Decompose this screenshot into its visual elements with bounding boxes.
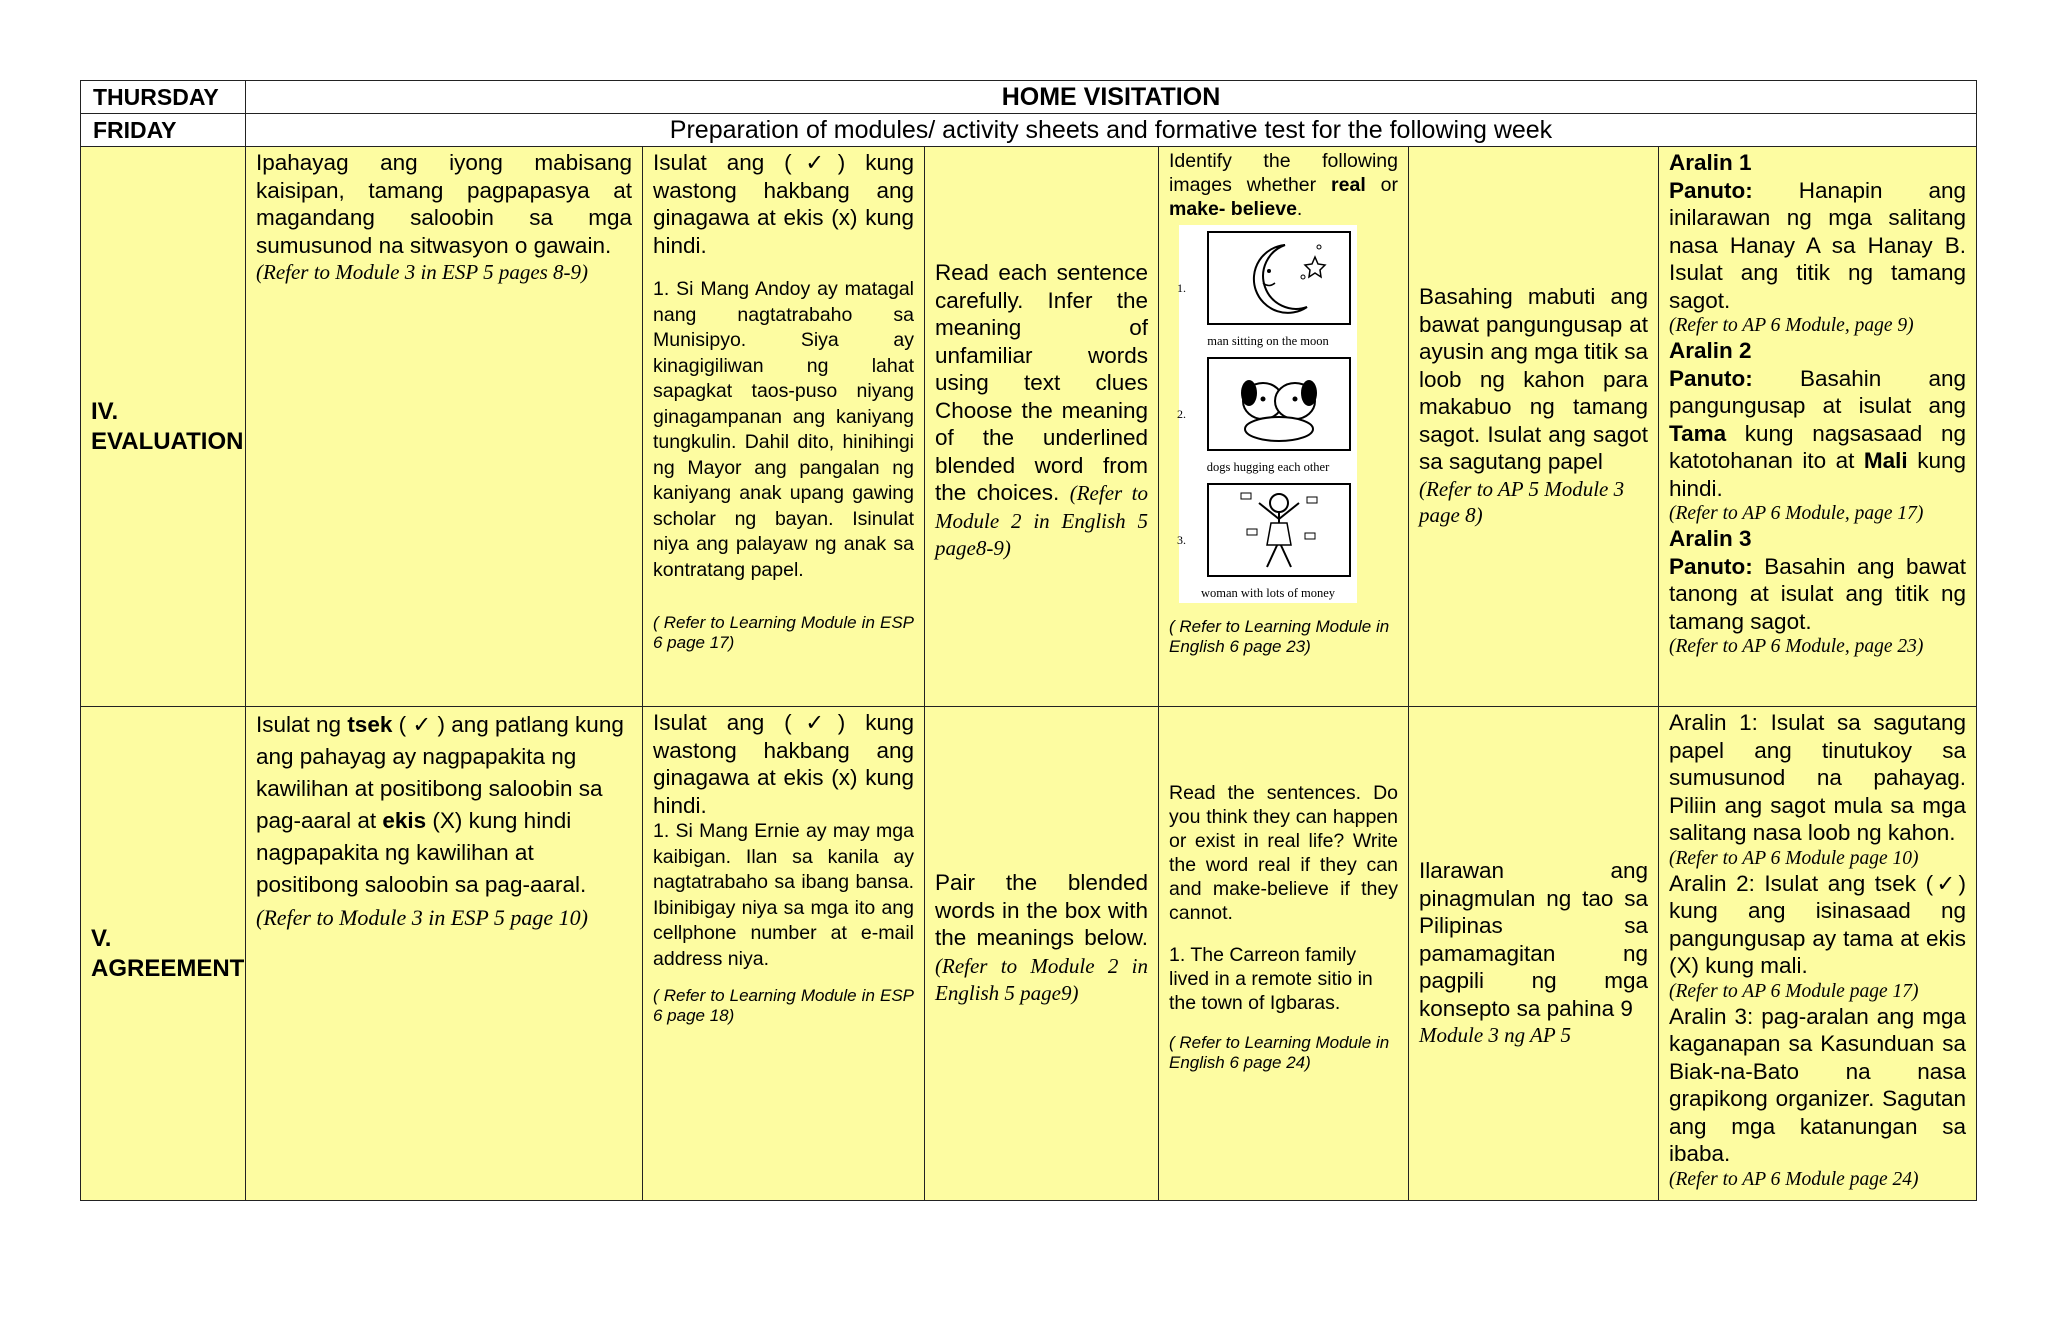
evaluation-ap5-text: Basahing mabuti ang bawat pangungusap at ayusin ang mga titik sa loob ng kahon para makabuo ng tamang sagot. Isulat ang sagot sa sagutang papel (1419, 284, 1648, 474)
evaluation-esp5-cell (246, 147, 643, 707)
evaluation-ap5-cell (1409, 147, 1659, 707)
agreement-label (81, 707, 246, 1201)
agreement-esp6-item: 1. Si Mang Ernie ay may mga kaibigan. Ilan sa kanila ay nagtatrabaho sa ibang bansa. Ibinibigay niya sa mga ito ang cellphone number at e-mail address niya. (653, 820, 914, 970)
image-item: 3. woman with lots of money (1179, 477, 1357, 603)
image-item: 2. dogs hugging each other (1179, 351, 1357, 477)
image-caption: woman with lots of money (1200, 586, 1335, 600)
agreement-esp5-ref: (Refer to Module 3 in ESP 5 page 10) (256, 905, 588, 930)
agreement-ap5-cell (1409, 707, 1659, 1201)
evaluation-english5-text: Read each sentence carefully. Infer the meaning of unfamiliar words using text clues Choose the meaning of the underlined blended word from the choices. (Refer to Module 2 in English 5 page8-9) (935, 260, 1148, 560)
image-caption: dogs hugging each other (1206, 460, 1330, 474)
agreement-esp6-instruction: Isulat ang (✓) kung wastong hakbang ang ginagawa at ekis (x) kung hindi. (653, 710, 914, 818)
agreement-english6-ref: ( Refer to Learning Module in English 6 page 24) (1169, 1033, 1390, 1072)
evaluation-ap6-aralin1-title: Aralin 1 (1669, 150, 1752, 175)
agreement-english5-ref: (Refer to Module 2 in English 5 page9) (935, 953, 1148, 1005)
friday-row (81, 114, 1977, 147)
evaluation-label (81, 147, 246, 707)
image-caption: man sitting on the moon (1207, 334, 1329, 348)
agreement-esp5-text: Isulat ng tsek ( ✓ ) ang patlang kung ang pahayag ay nagpapakita ng kawilihan at positibong saloobin sa pag-aaral at ekis (X) kung hindi nagpapakita ng kawilihan at positibong saloobin sa pag-aaral. (256, 712, 624, 897)
evaluation-english6-cell (1159, 147, 1409, 707)
agreement-row (81, 707, 1977, 1201)
make-believe-images (1179, 225, 1357, 603)
evaluation-ap6-aralin3-ref: (Refer to AP 6 Module, page 23) (1669, 636, 1924, 657)
evaluation-ap6-aralin2-title: Aralin 2 (1669, 338, 1752, 363)
evaluation-ap6-aralin1-text: Panuto: Hanapin ang inilarawan ng mga salitang nasa Hanay A sa Hanay B. Isulat ang titik ng tamang sagot. (1669, 177, 1966, 313)
friday-activity-cell: Preparation of modules/ activity sheets and formative test for the following week (246, 114, 1977, 147)
agreement-label-num: V. (91, 924, 112, 952)
agreement-ap6-aralin1-ref: (Refer to AP 6 Module page 10) (1669, 847, 1919, 869)
evaluation-ap6-cell (1659, 147, 1977, 707)
evaluation-row (81, 147, 1977, 707)
agreement-esp5-cell (246, 707, 643, 1201)
evaluation-ap5-ref: (Refer to AP 5 Module 3 page 8) (1419, 476, 1625, 527)
image-item: 1. man sitting on the moon (1179, 225, 1357, 351)
agreement-label-text: AGREEMENT (91, 954, 245, 982)
evaluation-esp5-text: Ipahayag ang iyong mabisang kaisipan, tamang pagpapasya at magandang saloobin sa mga sumusunod na sitwasyon o gawain. (256, 150, 632, 258)
thursday-row (81, 81, 1977, 114)
evaluation-esp6-ref: ( Refer to Learning Module in ESP 6 page 17) (653, 613, 914, 652)
evaluation-english6-ref: ( Refer to Learning Module in English 6 page 23) (1169, 617, 1390, 656)
dogs-icon (1207, 357, 1351, 451)
evaluation-esp6-instruction: Isulat ang (✓) kung wastong hakbang ang ginagawa at ekis (x) kung hindi. (653, 150, 914, 258)
evaluation-ap6-aralin2-ref: (Refer to AP 6 Module, page 17) (1669, 503, 1924, 524)
evaluation-label-text: EVALUATION (91, 427, 244, 455)
lesson-plan-table (80, 80, 1977, 1201)
agreement-ap6-aralin2: Aralin 2: Isulat ang tsek (✓) kung ang isinasaad ng pangungusap ay tama at ekis (X) kung mali. (1669, 870, 1966, 978)
agreement-english6-text: Read the sentences. Do you think they can happen or exist in real life? Write the word real if they can and make-believe if they cannot. (1169, 782, 1398, 924)
agreement-ap6-cell (1659, 707, 1977, 1201)
agreement-english6-cell (1159, 707, 1409, 1201)
home-visitation-cell: HOME VISITATION (246, 81, 1977, 114)
evaluation-english6-intro: Identify the following images whether real or make- believe. (1169, 150, 1398, 220)
agreement-english5-text: Pair the blended words in the box with the meanings below.(Refer to Module 2 in English 5 page9) (935, 870, 1148, 1005)
agreement-ap5-ref: Module 3 ng AP 5 (1419, 1023, 1572, 1047)
evaluation-esp6-item: 1. Si Mang Andoy ay matagal nang nagtatrabaho sa Munisipyo. Siya ay kinagigiliwan ng lahat sapagkat taos-puso niyang ginagampanan ang kaniyang tungkulin. Dahil dito, hinihingi ng Mayor ang pangalan ng kaniyang anak upang gawing scholar ng bayan. Isinulat niya ang palayaw ng anak sa kontratang papel. (653, 278, 914, 581)
moon-icon (1207, 231, 1351, 325)
agreement-ap6-aralin1: Aralin 1: Isulat sa sagutang papel ang tinutukoy sa sumusunod na pahayag. Piliin ang sagot mula sa mga salitang nasa loob ng kahon. (1669, 710, 1966, 845)
agreement-ap6-aralin3: Aralin 3: pag-aralan ang mga kaganapan sa Kasunduan sa Biak-na-Bato na nasa grapikong organizer. Sagutan ang mga katanungan sa ibaba. (1669, 1003, 1966, 1166)
agreement-ap6-aralin3-ref: (Refer to AP 6 Module page 24) (1669, 1168, 1919, 1190)
evaluation-ap6-aralin2-text: Panuto: Basahin ang pangungusap at isulat ang Tama kung nagsasaad ng katotohanan ito at Mali kung hindi. (1669, 365, 1966, 501)
agreement-ap6-aralin2-ref: (Refer to AP 6 Module page 17) (1669, 980, 1919, 1002)
agreement-esp6-ref: ( Refer to Learning Module in ESP 6 page 18) (653, 986, 914, 1025)
agreement-esp6-cell (643, 707, 925, 1201)
agreement-english6-item: 1. The Carreon family lived in a remote sitio in the town of Igbaras. (1169, 944, 1373, 1014)
friday-label: FRIDAY (81, 114, 246, 147)
woman-icon (1207, 483, 1351, 577)
evaluation-english5-ref: (Refer to Module 2 in English 5 page8-9) (935, 481, 1148, 560)
evaluation-esp6-cell (643, 147, 925, 707)
agreement-ap5-text: Ilarawan ang pinagmulan ng tao sa Pilipinas sa pamamagitan ng pagpili ng mga konsepto sa pahina 9 (1419, 858, 1648, 1021)
evaluation-label-num: IV. (91, 397, 119, 425)
evaluation-ap6-aralin3-title: Aralin 3 (1669, 526, 1752, 551)
agreement-english5-cell (925, 707, 1159, 1201)
thursday-label: THURSDAY (81, 81, 246, 114)
evaluation-english5-cell (925, 147, 1159, 707)
evaluation-ap6-aralin3-text: Panuto: Basahin ang bawat tanong at isulat ang titik ng tamang sagot. (1669, 553, 1966, 634)
evaluation-esp5-ref: (Refer to Module 3 in ESP 5 pages 8-9) (256, 260, 589, 284)
evaluation-ap6-aralin1-ref: (Refer to AP 6 Module, page 9) (1669, 315, 1914, 336)
